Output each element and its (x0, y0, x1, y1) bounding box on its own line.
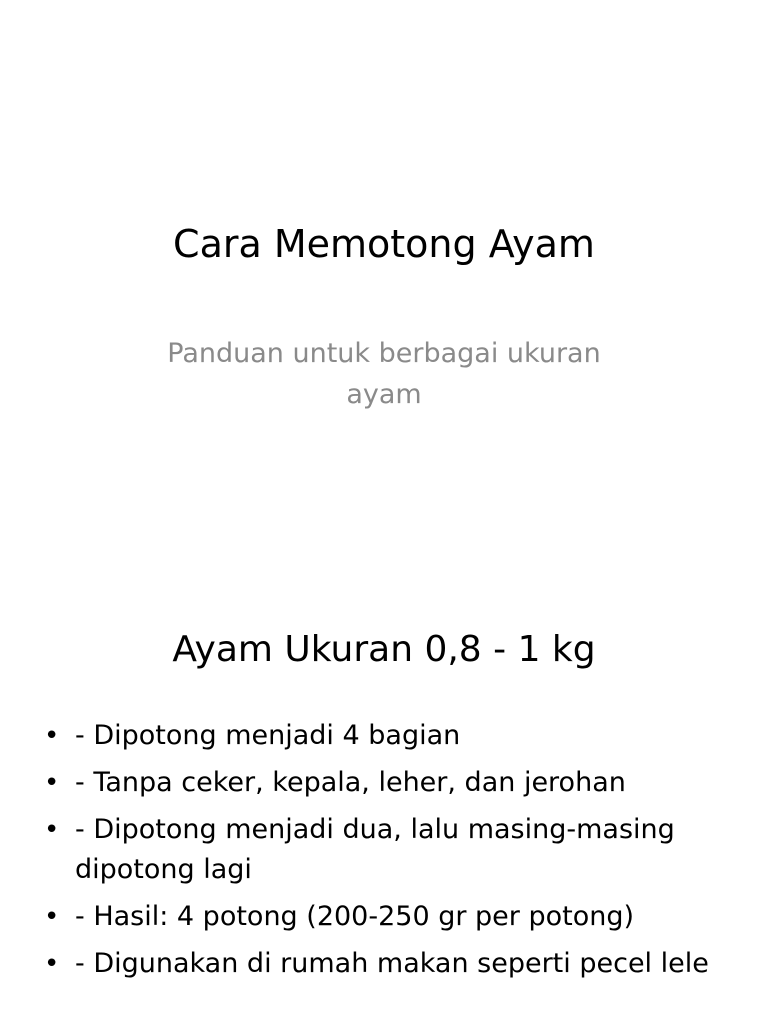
list-item (44, 763, 744, 803)
list-item (44, 897, 744, 937)
bullet-icon: • (44, 768, 60, 798)
bullet-text: - Hasil: 4 potong (200-250 gr per potong) (75, 901, 635, 932)
section-heading: Ayam Ukuran 0,8 - 1 kg (172, 629, 596, 670)
bullet-icon: • (44, 815, 60, 845)
content-slide (0, 512, 768, 1024)
bullet-icon: • (44, 721, 60, 751)
bullet-text: - Tanpa ceker, kepala, leher, dan jerohan (75, 767, 626, 798)
slide-subtitle: Panduan untuk berbagai ukuran ayam (167, 338, 601, 410)
bullet-text: - Dipotong menjadi dua, lalu masing-masing dipotong lagi (75, 814, 675, 885)
list-item (44, 716, 744, 756)
bullet-list (44, 716, 744, 991)
bullet-icon: • (44, 949, 60, 979)
list-item (44, 944, 744, 984)
bullet-icon: • (44, 902, 60, 932)
slide-title: Cara Memotong Ayam (173, 222, 595, 266)
bullet-text: - Dipotong menjadi 4 bagian (75, 720, 461, 751)
bullet-text: - Digunakan di rumah makan seperti pecel lele (75, 948, 709, 979)
list-item (44, 810, 744, 890)
